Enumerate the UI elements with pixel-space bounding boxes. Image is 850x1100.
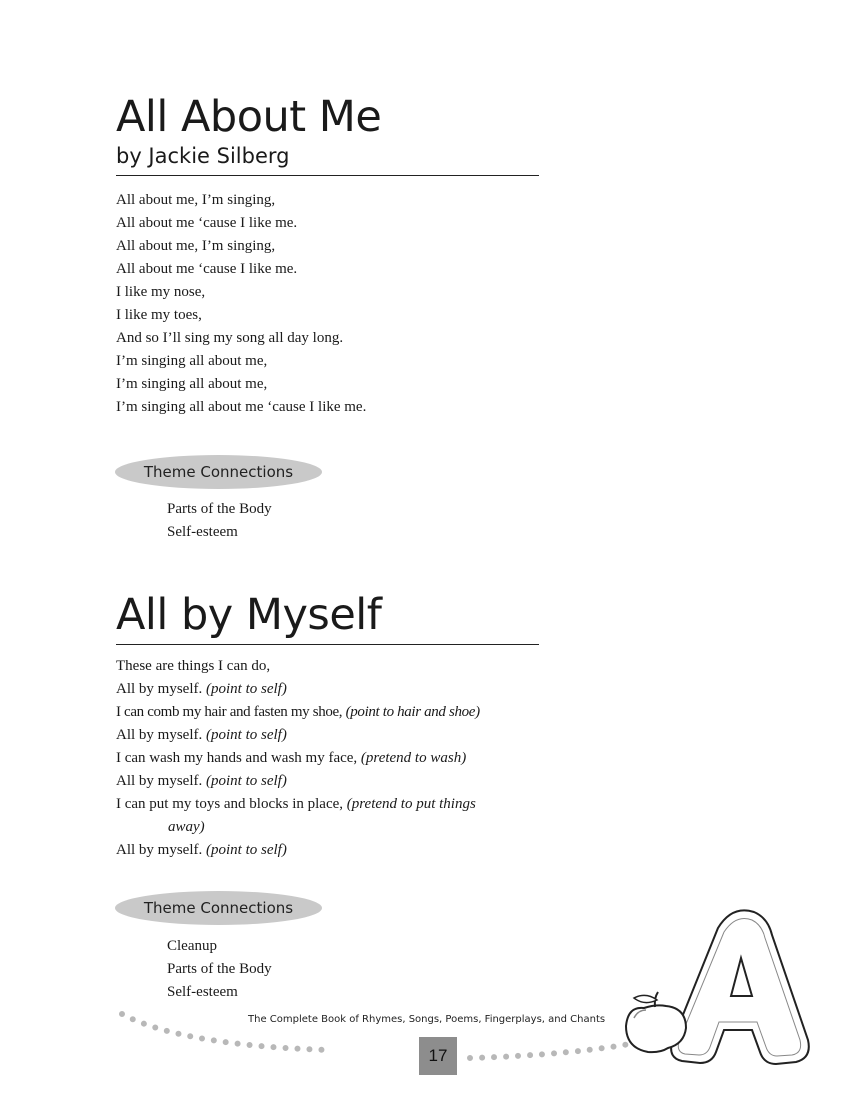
poem-line: All by myself. (point to self) <box>116 727 287 743</box>
poem-line: All about me ‘cause I like me. <box>116 215 298 231</box>
poem-author: by Jackie Silberg <box>116 144 290 168</box>
apple-icon <box>626 992 686 1052</box>
poem-title: All by Myself <box>116 590 382 640</box>
theme-item: Parts of the Body <box>167 501 272 517</box>
book-title-footer: The Complete Book of Rhymes, Songs, Poems, Fingerplays, and Chants <box>248 1014 606 1025</box>
poem-line: And so I’ll sing my song all day long. <box>116 330 344 346</box>
theme-item: Cleanup <box>167 938 217 954</box>
theme-item: Parts of the Body <box>167 961 272 977</box>
theme-item: Self-esteem <box>167 524 238 540</box>
poem-line: All by myself. (point to self) <box>116 842 287 858</box>
poem-line: All by myself. (point to self) <box>116 681 287 697</box>
poem-line: away) <box>168 819 205 835</box>
page-number: 17 <box>419 1037 457 1075</box>
poem-line: I’m singing all about me, <box>116 376 268 392</box>
theme-item: Self-esteem <box>167 984 238 1000</box>
poem-line: All about me ‘cause I like me. <box>116 261 298 277</box>
poem-line: I can comb my hair and fasten my shoe, (point to hair and shoe) <box>116 704 480 720</box>
poem-line: All by myself. (point to self) <box>116 773 287 789</box>
poem-line: These are things I can do, <box>116 658 271 674</box>
poem-line: All about me, I’m singing, <box>116 238 276 254</box>
poem-line: I like my nose, <box>116 284 206 300</box>
poem-line: All about me, I’m singing, <box>116 192 276 208</box>
theme-connections-badge: Theme Connections <box>115 455 322 489</box>
poem-line: I can put my toys and blocks in place, (pretend to put things <box>116 796 476 812</box>
poem-line: I like my toes, <box>116 307 202 323</box>
poem-line: I’m singing all about me ‘cause I like me. <box>116 399 367 415</box>
theme-connections-badge: Theme Connections <box>115 891 322 925</box>
poem-title: All About Me <box>116 92 382 142</box>
poem-line: I’m singing all about me, <box>116 353 268 369</box>
letter-a-icon <box>671 910 809 1064</box>
poem-line: I can wash my hands and wash my face, (pretend to wash) <box>116 750 467 766</box>
